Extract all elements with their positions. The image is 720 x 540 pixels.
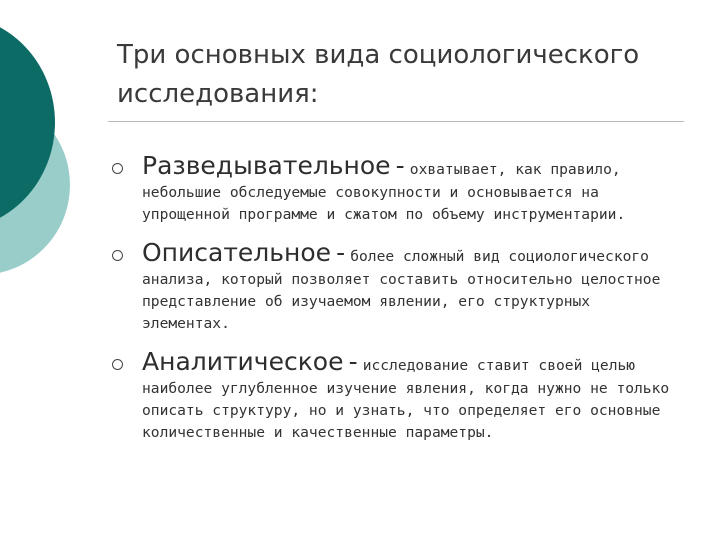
bullet-list (112, 150, 672, 444)
item-term: Разведывательное (142, 151, 391, 180)
item-description: более сложный вид социологического анализа, который позволяет составить относительно целостное представление об изучаемом явлении, его структурных элементах. (142, 248, 661, 332)
title-divider (108, 121, 684, 122)
list-item-descriptive (112, 237, 672, 335)
list-item-analytical (112, 346, 672, 444)
slide-title: Три основных вида социологического исследования: (117, 40, 640, 109)
bullet-circle-icon (112, 359, 123, 370)
item-term: Описательное (142, 238, 332, 267)
item-description: исследование ставит своей целью наиболее углубленное изучение явления, когда нужно не только описать структуру, но и узнать, что определяет его основные количественные и качественные параметры. (142, 357, 670, 441)
item-dash: - (348, 347, 358, 376)
item-description: охватывает, как правило, небольшие обследуемые совокупности и основывается на упрощенной программе и сжатом по объему инструментарии. (142, 161, 626, 223)
list-item-exploratory (112, 150, 672, 226)
item-dash: - (336, 238, 346, 267)
bullet-circle-icon (112, 163, 123, 174)
item-term: Аналитическое (142, 347, 344, 376)
item-dash: - (395, 151, 405, 180)
bullet-circle-icon (112, 250, 123, 261)
